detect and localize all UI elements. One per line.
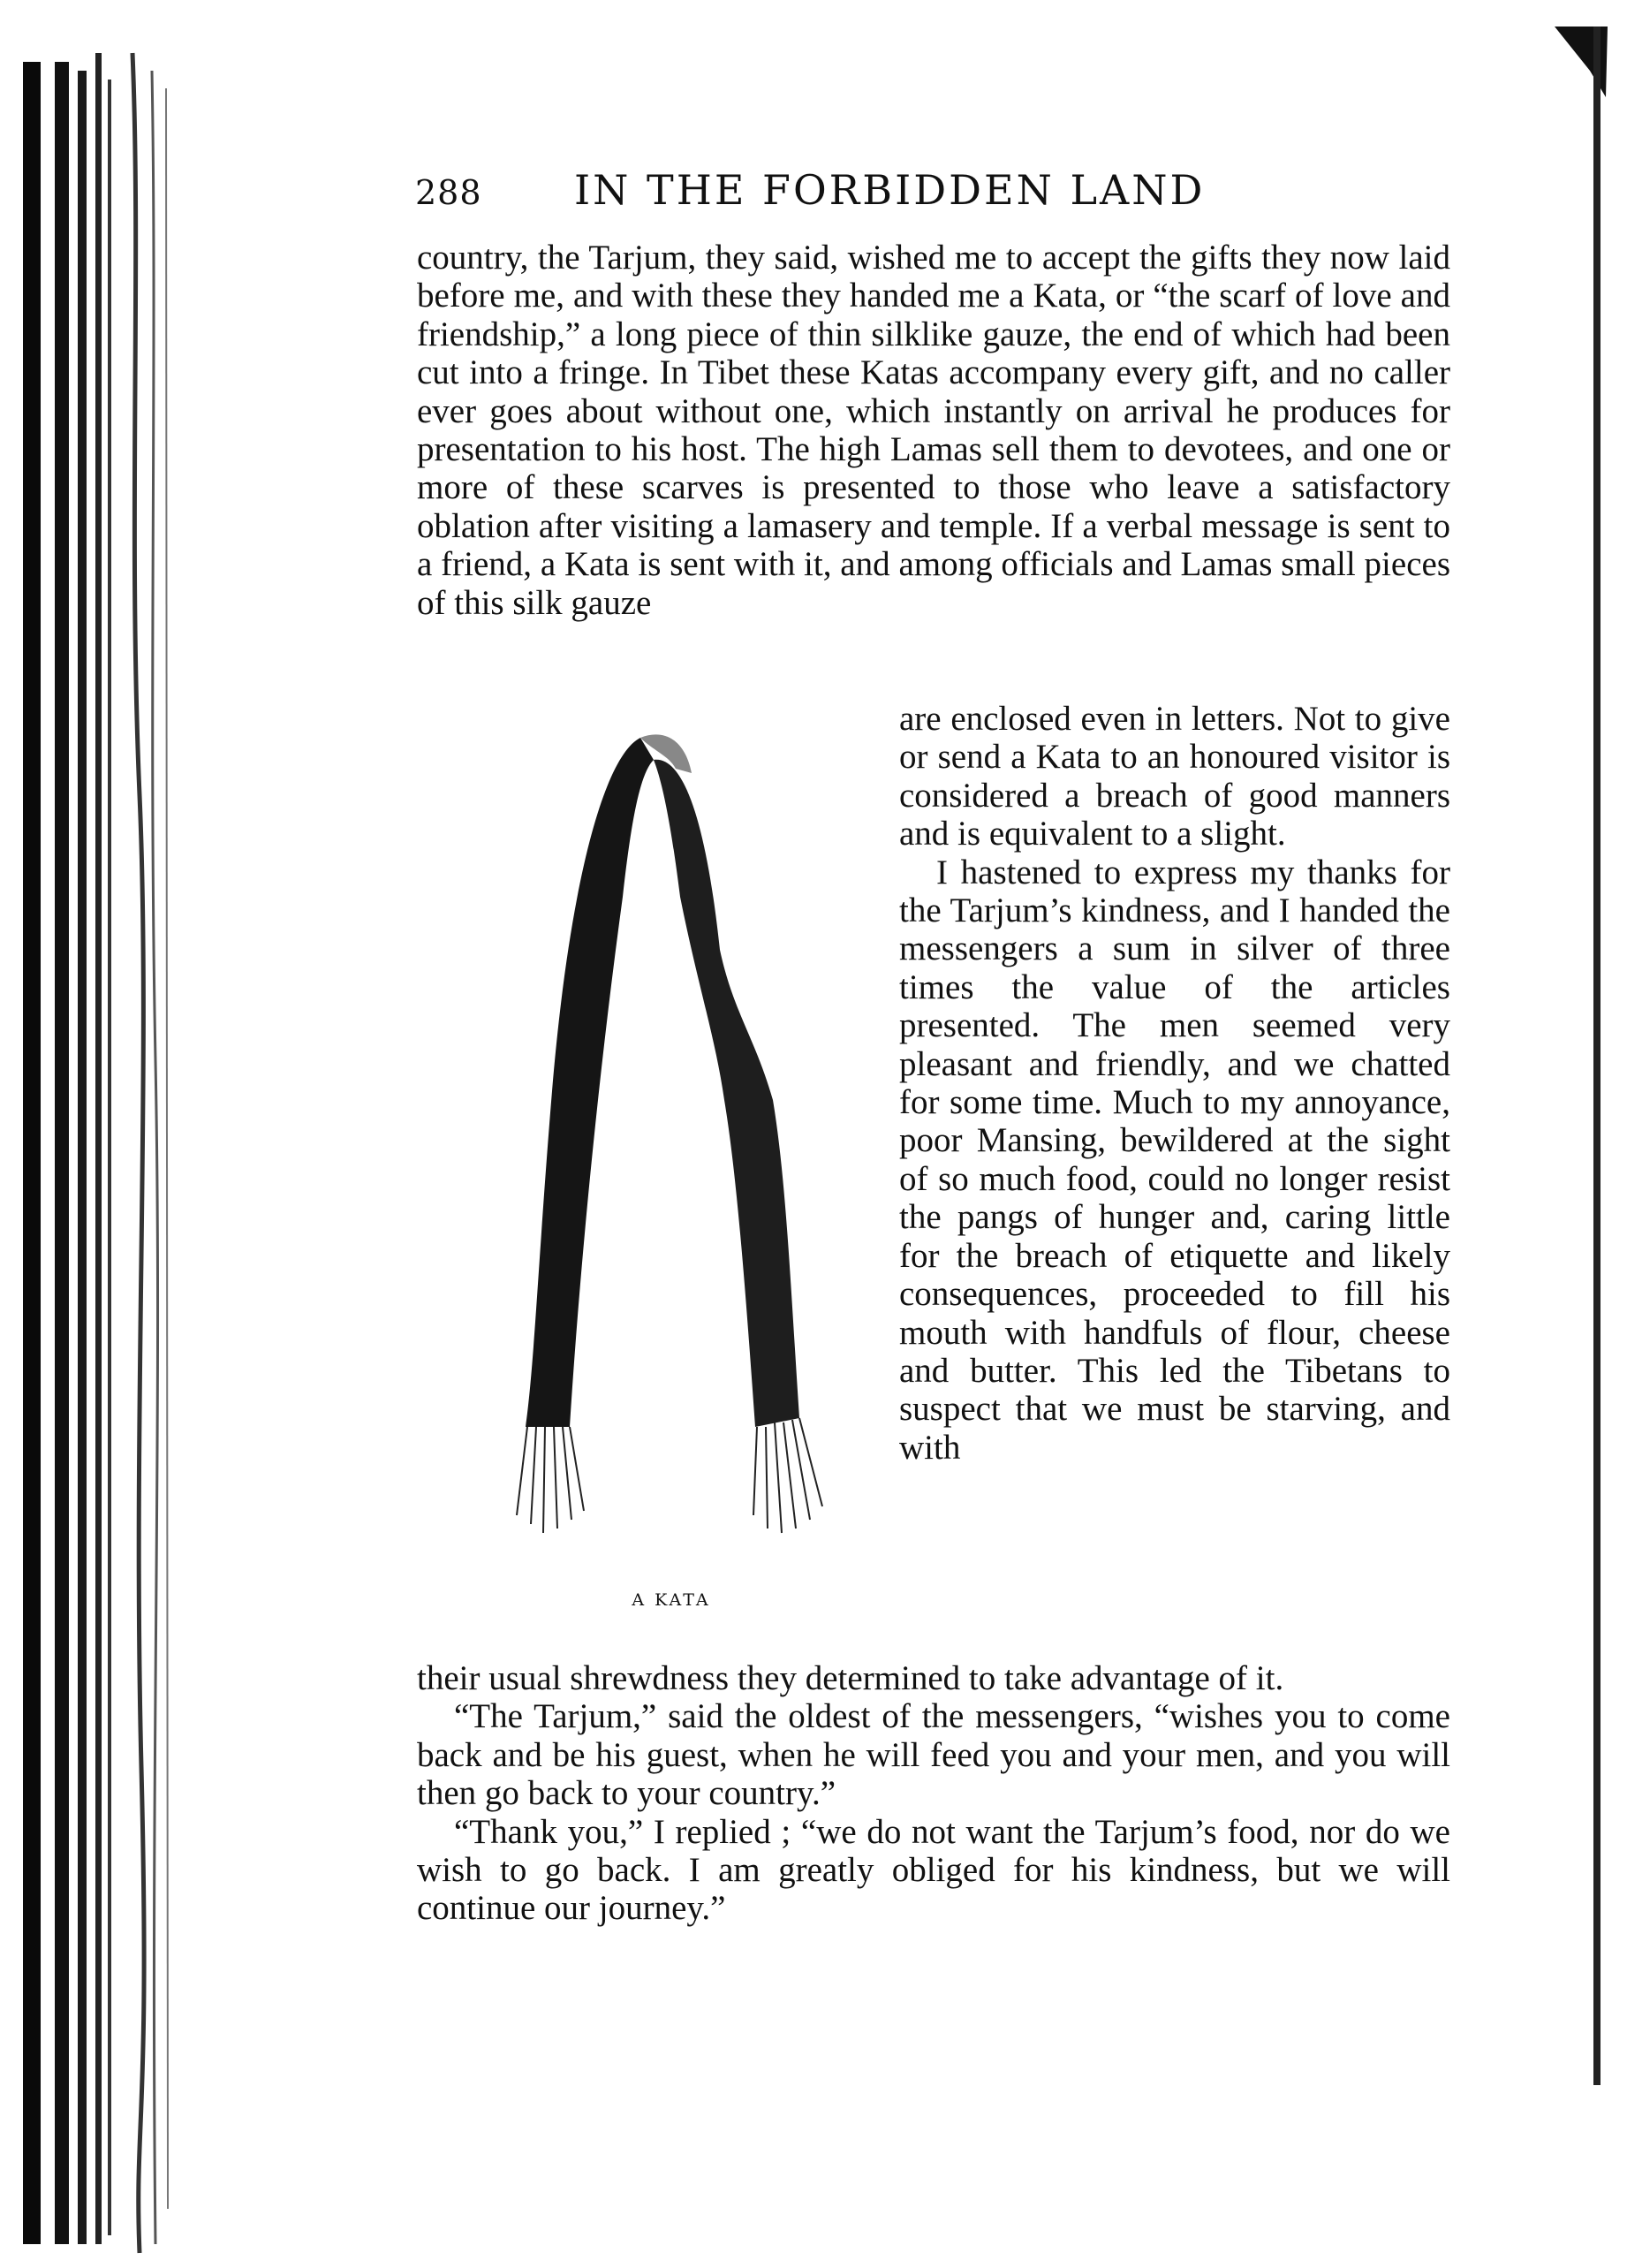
paragraph-2-end: their usual shrewdness they determined to take advantage of it. [417, 1659, 1284, 1697]
paragraph-4: “Thank you,” I replied ; “we do not want the Tarjum’s food, nor do we wish to go back. I am greatly obliged for his kindness, but we will continue our journey.” [417, 1812, 1450, 1928]
figure-caption: A KATA [632, 1590, 711, 1610]
paragraph-1-end: are enclosed even in letters. Not to give or send a Kata to an honoured visitor is considered a breach of good manners and is equivalent to a slight. [899, 700, 1450, 853]
kata-scarf-illustration [473, 720, 852, 1568]
paragraph-1-top: country, the Tarjum, they said, wished me to accept the gifts they now laid before me, and with these they handed me a Kata, or “the scarf of love and friendship,” a long piece of thin silklike gauze, the end of which had been cut into a fringe. In Tibet these Katas accompany every gift, and no caller ever goes about without one, which instantly on arrival he produces for presentation to his host. The high Lamas sell them to devotees, and one or more of these scarves is presented to those who leave a satisfactory oblation after visiting a lamasery and temple. If a verbal message is sent to a friend, a Kata is sent with it, and among officials and Lamas small pieces of this silk gauze [417, 239, 1450, 622]
paragraph-3: “The Tarjum,” said the oldest of the messengers, “wishes you to come back and be his guest, when he will feed you and your men, and you will then go back to your country.” [417, 1697, 1450, 1813]
paragraph-2-start: I hastened to express my thanks for the Tarjum’s kindness, and I handed the messengers a sum in silver of three times the value of the articles presented. The men seemed very pleasant and friendly, and we chatted for some time. Much to my annoyance, poor Mansing, bewildered at the sight of so much food, could no longer resist the pangs of hunger and, caring little for the breach of etiquette and likely consequences, proceeded to fill his mouth with handfuls of flour, cheese and butter. This led the Tibetans to suspect that we must be starving, and with [899, 853, 1450, 1467]
bottom-text-block [417, 1659, 1450, 1928]
page-number: 288 [415, 173, 482, 212]
running-title: IN THE FORBIDDEN LAND [574, 166, 1206, 214]
binding-edge [0, 0, 177, 2268]
top-text-block [417, 239, 1450, 622]
text-beside-figure [899, 700, 1450, 1467]
running-header [415, 161, 1457, 231]
right-page-edge [1519, 18, 1616, 2173]
